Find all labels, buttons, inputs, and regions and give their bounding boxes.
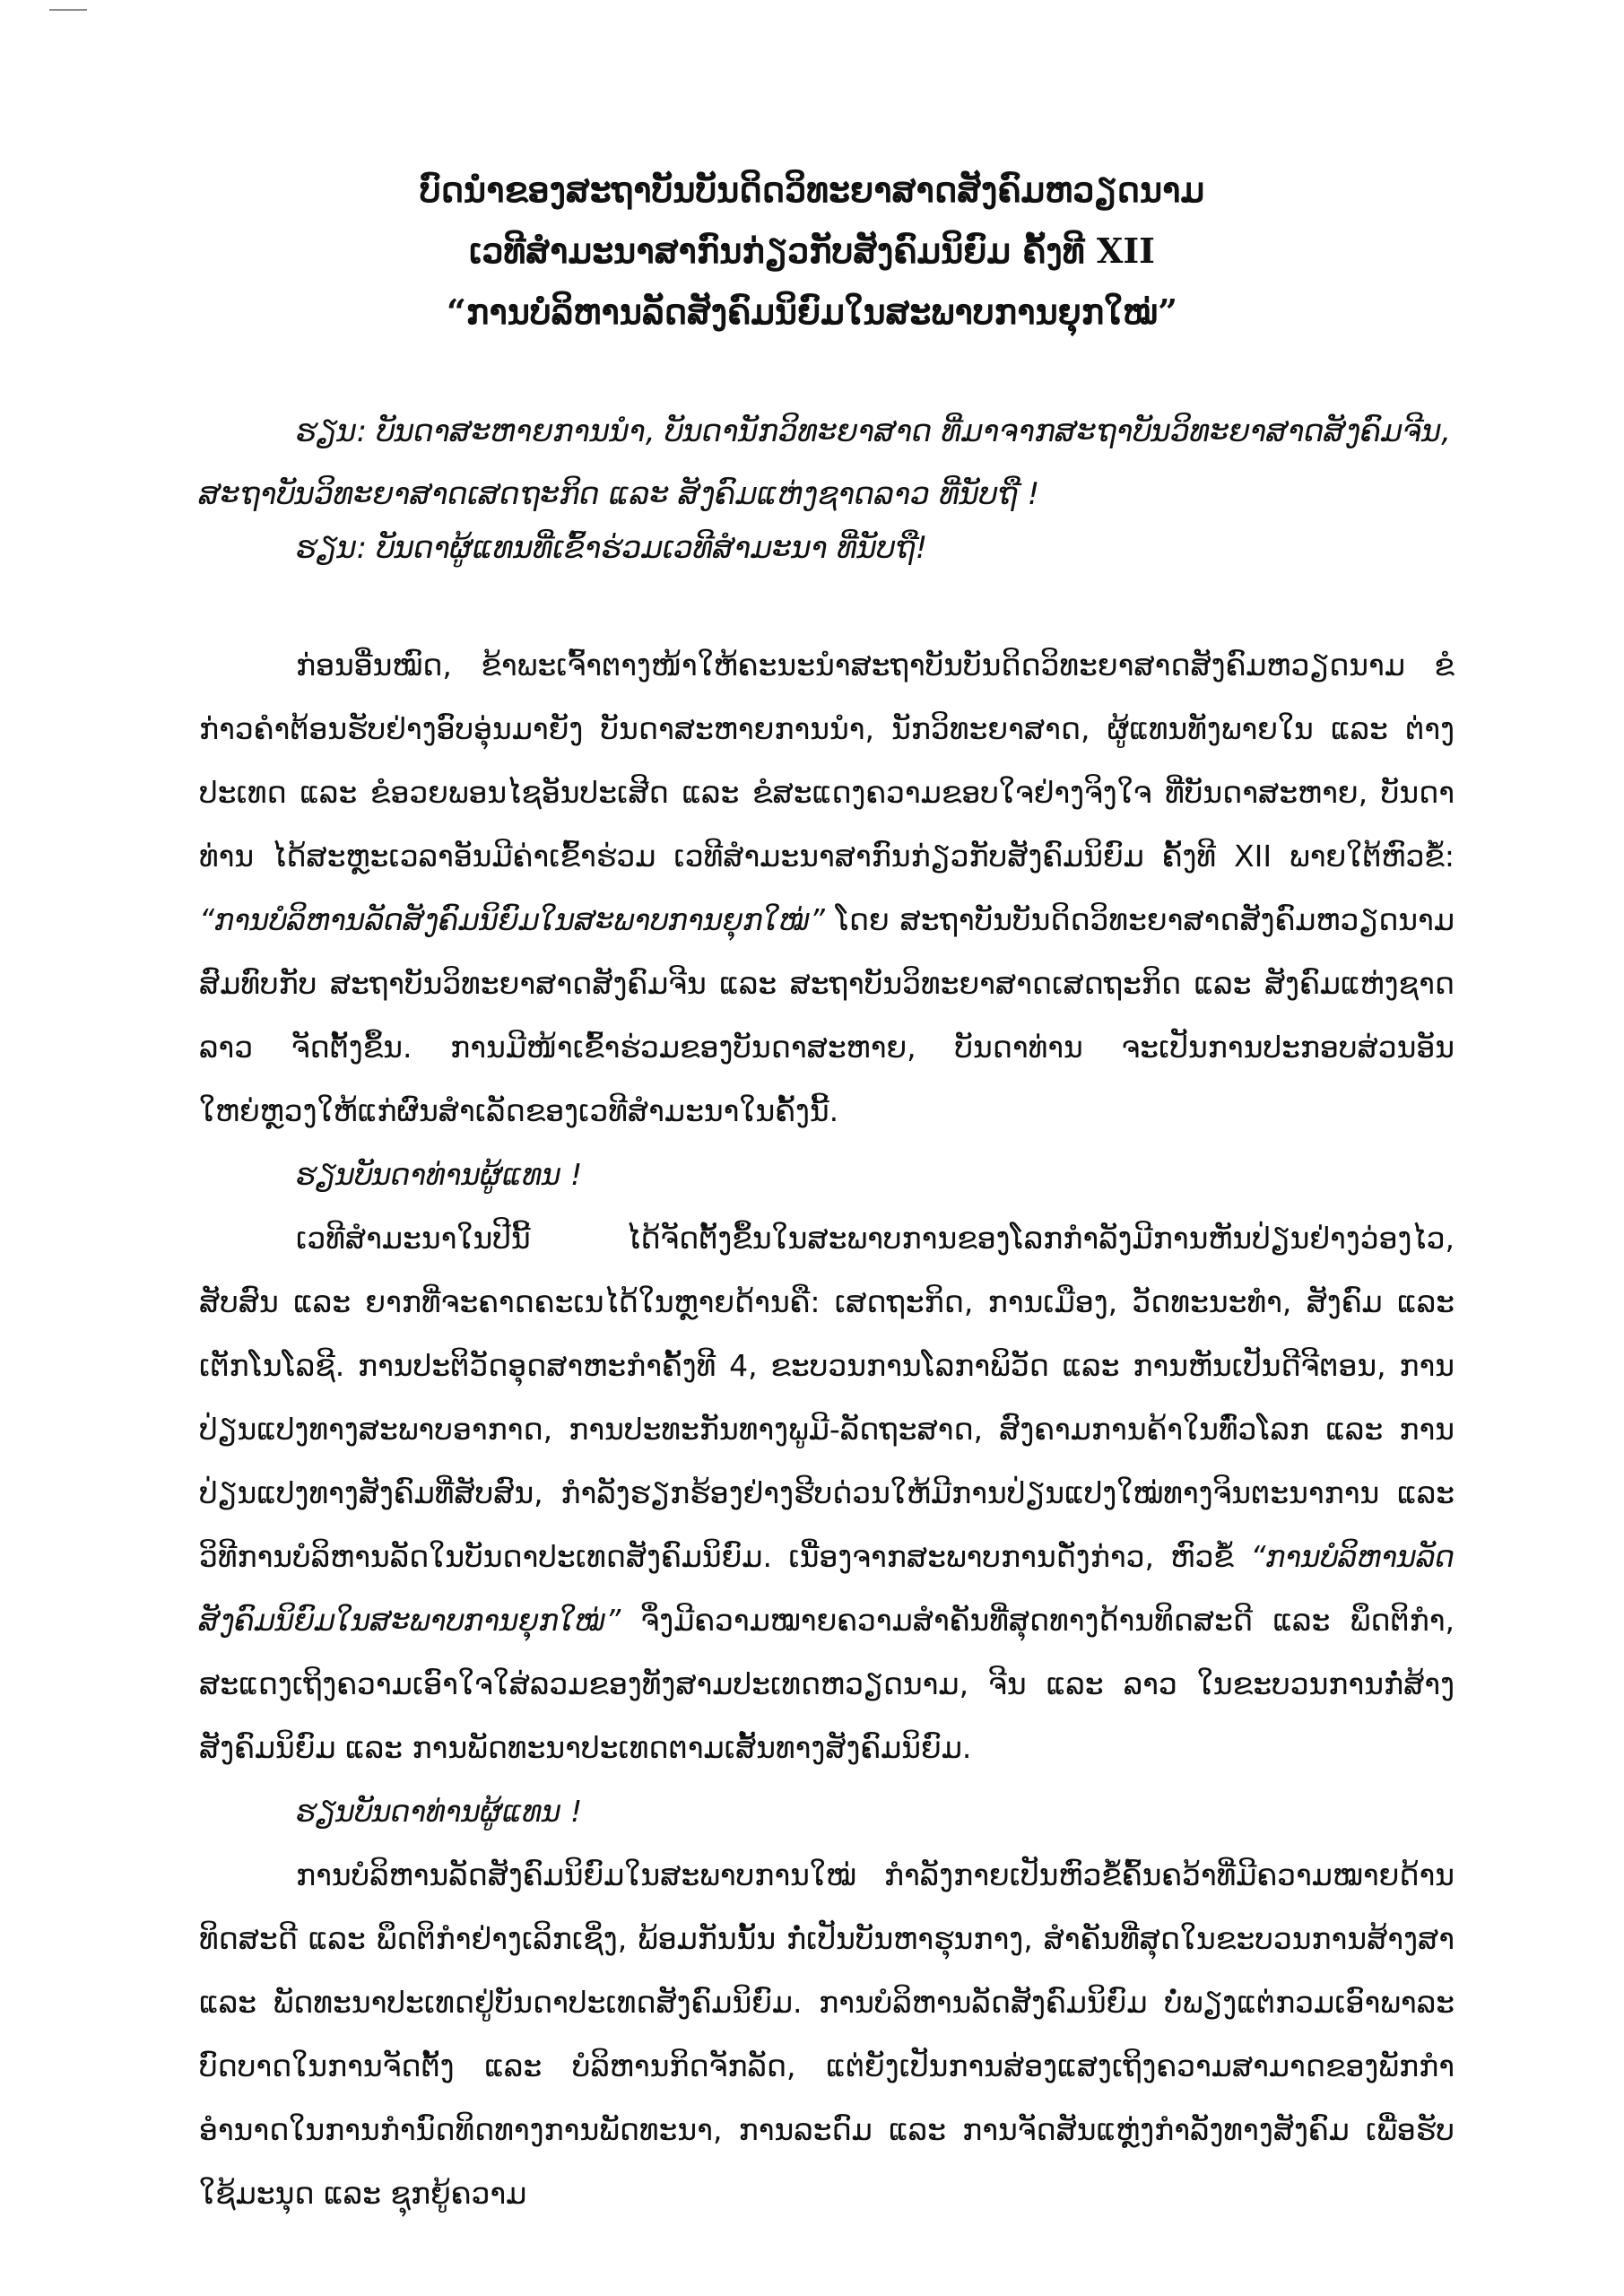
paragraph-governance: ການບໍລິຫານລັດສັງຄົມນິຍົມໃນສະພາບການໃໝ່ ກຳລັງກາຍເປັນຫົວຂໍ້ຄົ້ນຄວ້າທີ່ມີຄວາມໝາຍດ້ານທິດສະດີ ແລະ ພຶດຕິກຳຢ່າງເລິກເຊິ່ງ, ພ້ອມກັນນັ້ນ ກໍ່ເປັນບັນຫາຮຸນກາງ, ສຳຄັນທີ່ສຸດໃນຂະບວນການສ້າງສາ ແລະ ພັດທະນາປະເທດຢູ່ບັນດາປະເທດສັງຄົມນິຍົມ. ການບໍລິຫານລັດສັງຄົມນິຍົມ ບໍ່ພຽງແຕ່ກວມເອົາພາລະບົດບາດໃນການຈັດຕັ້ງ ແລະ ບໍລິຫານກິດຈັກລັດ, ແຕ່ຍັງເປັນການສ່ອງແສງເຖິງຄວາມສາມາດຂອງພັກກຳອຳນາດໃນການກຳນົດທິດທາງການພັດທະນາ, ການລະດົມ ແລະ ການຈັດສັນແຫຼ່ງກຳລັງທາງສັງຄົມ ເພື່ອຮັບໃຊ້ມະນຸດ ແລະ ຊຸກຍູ້ຄວາມ xyxy=(199,1857,1455,2211)
salutation-guests: ຮຽນ: ບັນດາສະຫາຍການນຳ, ບັນດານັກວິທະຍາສາດ ທີ່ມາຈາກສະຖາບັນວິທະຍາສາດສັງຄົມຈີນ, ສະຖາບັນວິທະຍາສາດເສດຖະກິດ ແລະ ສັງຄົມແຫ່ງຊາດລາວ ທີ່ນັບຖື ! xyxy=(199,413,1451,512)
scan-edge-mark xyxy=(49,9,87,11)
document-body xyxy=(199,633,1455,2225)
salutation-delegates: ຮຽນ: ບັນດາຜູ້ແທນທີ່ເຂົ້າຮ່ວມເວທີສຳມະນາ ທີ່ນັບຖື! xyxy=(296,530,928,566)
title-line-2: ເວທີສຳມະນາສາກົນກ່ຽວກັບສັງຄົມນິຍົມ ຄັ້ງທີ XII xyxy=(469,230,1155,271)
paragraph-context xyxy=(199,1206,1455,1779)
title-line-3: “ການບໍລິຫານລັດສັງຄົມນິຍົມໃນສະພາບການຍຸກໃໝ່” xyxy=(447,291,1177,332)
document-title xyxy=(179,160,1445,343)
paragraph-opening-text-a: ກ່ອນອື່ນໝົດ, ຂ້າພະເຈົ້າຕາງໜ້າໃຫ້ຄະນະນຳສະຖາບັນບັນດິດວິທະຍາສາດສັງຄົມຫວຽດນາມ ຂໍກ່າວຄຳຕ້ອນຮັບຢ່າງອົບອຸ່ນມາຍັງ ບັນດາສະຫາຍການນຳ, ນັກວິທະຍາສາດ, ຜູ້ແທນທັງພາຍໃນ ແລະ ຕ່າງປະເທດ ແລະ ຂໍອວຍພອນໄຊອັນປະເສີດ ແລະ ຂໍສະແດງຄວາມຂອບໃຈຢ່າງຈິງໃຈ ທີ່ບັນດາສະຫາຍ, ບັນດາທ່ານ ໄດ້ສະຫຼະເວລາອັນມີຄ່າເຂົ້າຮ່ວມ ເວທີສຳມະນາສາກົນກ່ຽວກັບສັງຄົມນິຍົມ ຄັ້ງທີ XII ພາຍໃຕ້ຫົວຂໍ້: xyxy=(199,648,1455,874)
sub-salutation-2: ຮຽນບັນດາທ່ານຜູ້ແທນ ! xyxy=(296,1794,583,1829)
paragraph-context-text-a: ເວທີສຳມະນາໃນປີນີ້ ໄດ້ຈັດຕັ້ງຂຶ້ນໃນສະພາບການຂອງໂລກກຳລັງມີການຫັນປ່ຽນຢ່າງວ່ອງໄວ, ສັບສົນ ແລະ ຍາກທີ່ຈະຄາດຄະເນໄດ້ໃນຫຼາຍດ້ານຄື: ເສດຖະກິດ, ການເມືອງ, ວັດທະນະທຳ, ສັງຄົມ ແລະ ເຕັກໂນໂລຊີ. ການປະຕິວັດອຸດສາຫະກຳຄັ້ງທີ 4, ຂະບວນການໂລກາພິວັດ ແລະ ການຫັນເປັນດີຈີຕອນ, ການປ່ຽນແປງທາງສະພາບອາກາດ, ການປະທະກັນທາງພູມີ-ລັດຖະສາດ, ສົງຄາມການຄ້າໃນທົ່ວໂລກ ແລະ ການປ່ຽນແປງທາງສັງຄົມທີ່ສັບສົນ, ກຳລັງຮຽກຮ້ອງຢ່າງຮີບດ່ວນໃຫ້ມີການປ່ຽນແປງໃໝ່ທາງຈິນຕະນາການ ແລະ ວິທີການບໍລິຫານລັດໃນບັນດາປະເທດສັງຄົມນິຍົມ. ເນື່ອງຈາກສະພາບການດັ່ງກ່າວ, ຫົວຂໍ້ xyxy=(199,1221,1455,1574)
sub-salutation-1: ຮຽນບັນດາທ່ານຜູ້ແທນ ! xyxy=(296,1157,583,1192)
paragraph-opening-topic: “ການບໍລິຫານລັດສັງຄົມນິຍົມໃນສະພາບການຍຸກໃໝ່” xyxy=(199,902,825,937)
title-line-1: ບົດນຳຂອງສະຖາບັນບັນດິດວິທະຍາສາດສັງຄົມຫວຽດນາມ xyxy=(419,170,1205,210)
paragraph-opening xyxy=(199,633,1455,1143)
paragraph-context-text-b: ຈຶ່ງມີຄວາມໝາຍຄວາມສຳຄັນທີ່ສຸດທາງດ້ານທິດສະດີ ແລະ ພຶດຕິກຳ, ສະແດງເຖິງຄວາມເອົາໃຈໃສ່ລວມຂອງທັງສາມປະເທດຫວຽດນາມ, ຈີນ ແລະ ລາວ ໃນຂະບວນການກໍ່ສ້າງສັງຄົມນິຍົມ ແລະ ການພັດທະນາປະເທດຕາມເສັ້ນທາງສັງຄົມນິຍົມ. xyxy=(199,1603,1455,1765)
paragraph-context-topic: “ການບໍລິຫານລັດສັງຄົມນິຍົມໃນສະພາບການຍຸກໃໝ່” xyxy=(199,1539,1455,1638)
paragraph-opening-text-b: ໂດຍ ສະຖາບັນບັນດິດວິທະຍາສາດສັງຄົມຫວຽດນາມ ສົມທົບກັບ ສະຖາບັນວິທະຍາສາດສັງຄົມຈີນ ແລະ ສະຖາບັນວິທະຍາສາດເສດຖະກິດ ແລະ ສັງຄົມແຫ່ງຊາດລາວ ຈັດຕັ້ງຂຶ້ນ. ການມີໜ້າເຂົ້າຮ່ວມຂອງບັນດາສະຫາຍ, ບັນດາທ່ານ ຈະເປັນການປະກອບສ່ວນອັນໃຫຍ່ຫຼວງໃຫ້ແກ່ຜົນສຳເລັດຂອງເວທີສຳມະນາໃນຄັ້ງນີ້. xyxy=(199,902,1455,1128)
